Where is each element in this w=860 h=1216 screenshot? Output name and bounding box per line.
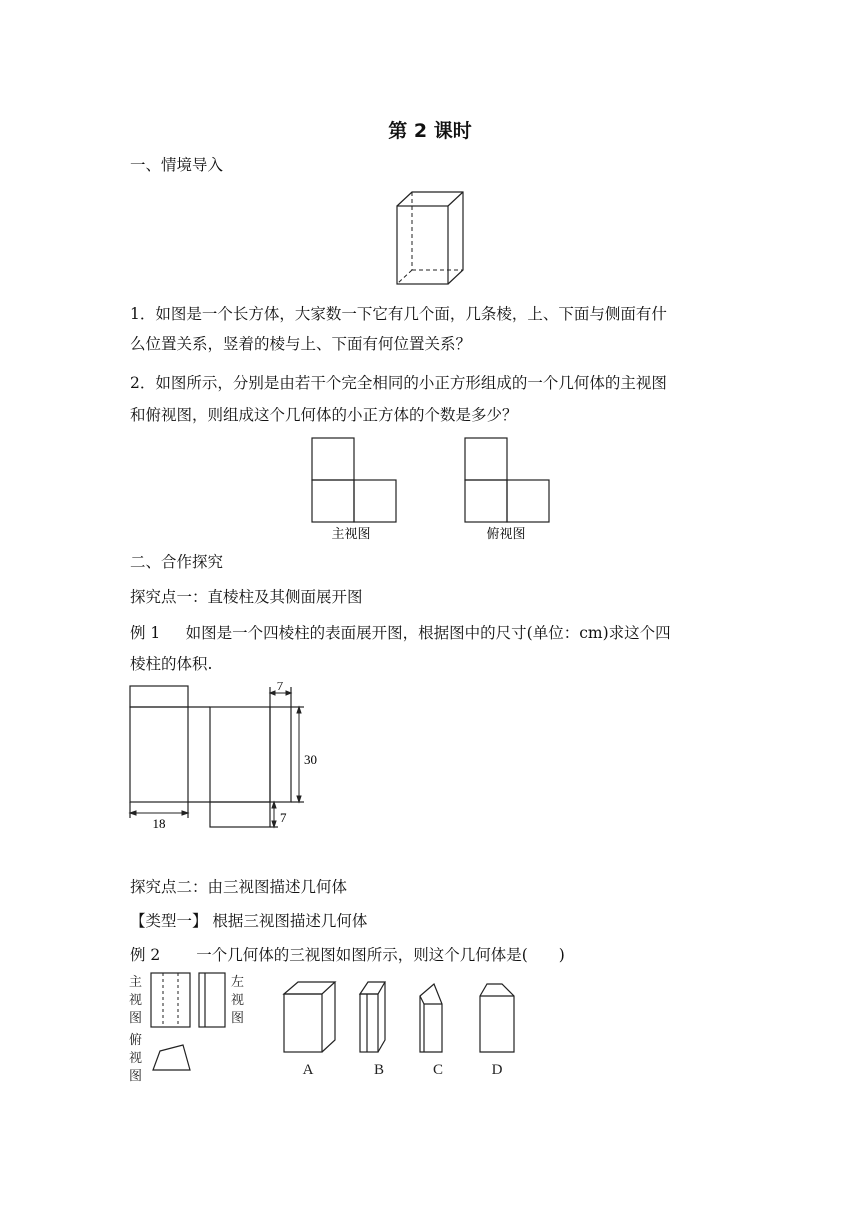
dimension-7-top: 7 xyxy=(276,682,284,693)
top-view-label-char: 俯 xyxy=(129,1032,143,1047)
top-view-label-char: 视 xyxy=(129,1050,143,1065)
option-c-label: C xyxy=(432,1062,444,1078)
option-d-solid xyxy=(480,984,514,1052)
type1-heading: 【类型一】 根据三视图描述几何体 xyxy=(130,912,368,930)
front-view-square xyxy=(312,480,354,522)
three-views-figure xyxy=(126,970,256,1086)
option-b-solid xyxy=(360,982,385,994)
answer-options-figure xyxy=(274,974,534,1086)
question1-line1: 1．如图是一个长方体，大家数一下它有几个面，几条棱，上、下面与侧面有什 xyxy=(130,305,667,323)
option-d-label: D xyxy=(491,1062,503,1078)
option-c-solid xyxy=(420,984,442,1052)
dimension-7-bottom: 7 xyxy=(280,810,287,825)
section2-heading: 二、合作探究 xyxy=(130,553,224,571)
top-view-square xyxy=(507,480,549,522)
top-view-caption: 俯视图 xyxy=(486,526,526,541)
page-title: 第 2 课时 xyxy=(388,120,472,142)
top-view-square xyxy=(465,480,507,522)
option-a-solid xyxy=(284,982,335,994)
two-views-figure xyxy=(300,432,560,544)
top-view-label-char: 图 xyxy=(129,1068,143,1083)
top-view-square xyxy=(465,438,507,480)
example1-line1: 例 1 如图是一个四棱柱的表面展开图，根据图中的尺寸(单位：cm)求这个四 xyxy=(130,624,671,642)
front-view-label-char: 图 xyxy=(129,1010,143,1025)
front-view-label-char: 视 xyxy=(129,992,143,1007)
dimension-18: 18 xyxy=(152,816,166,831)
question2-line2: 和俯视图，则组成这个几何体的小正方体的个数是多少？ xyxy=(130,406,518,424)
option-a-label: A xyxy=(302,1062,314,1078)
dimension-30: 30 xyxy=(304,752,317,767)
left-view-label-char: 图 xyxy=(231,1010,245,1025)
point1-heading: 探究点一：直棱柱及其侧面展开图 xyxy=(130,588,363,606)
cuboid-figure xyxy=(392,188,468,288)
front-view-square xyxy=(354,480,396,522)
question1-line2: 么位置关系，竖着的棱与上、下面有何位置关系？ xyxy=(130,335,472,353)
question2-line1: 2．如图所示，分别是由若干个完全相同的小正方形组成的一个几何体的主视图 xyxy=(130,374,667,392)
point2-heading: 探究点二：由三视图描述几何体 xyxy=(130,878,348,896)
option-b-label: B xyxy=(373,1062,385,1078)
front-view-square xyxy=(312,438,354,480)
left-view-label-char: 左 xyxy=(231,974,245,989)
example2-line: 例 2 一个几何体的三视图如图所示，则这个几何体是( ) xyxy=(130,946,565,964)
section1-heading: 一、情境导入 xyxy=(130,156,224,174)
front-view-caption: 主视图 xyxy=(331,526,371,541)
example1-line2: 棱柱的体积. xyxy=(130,655,213,673)
left-view-label-char: 视 xyxy=(231,992,245,1007)
front-view-label-char: 主 xyxy=(129,974,143,989)
prism-net-figure xyxy=(124,682,334,834)
